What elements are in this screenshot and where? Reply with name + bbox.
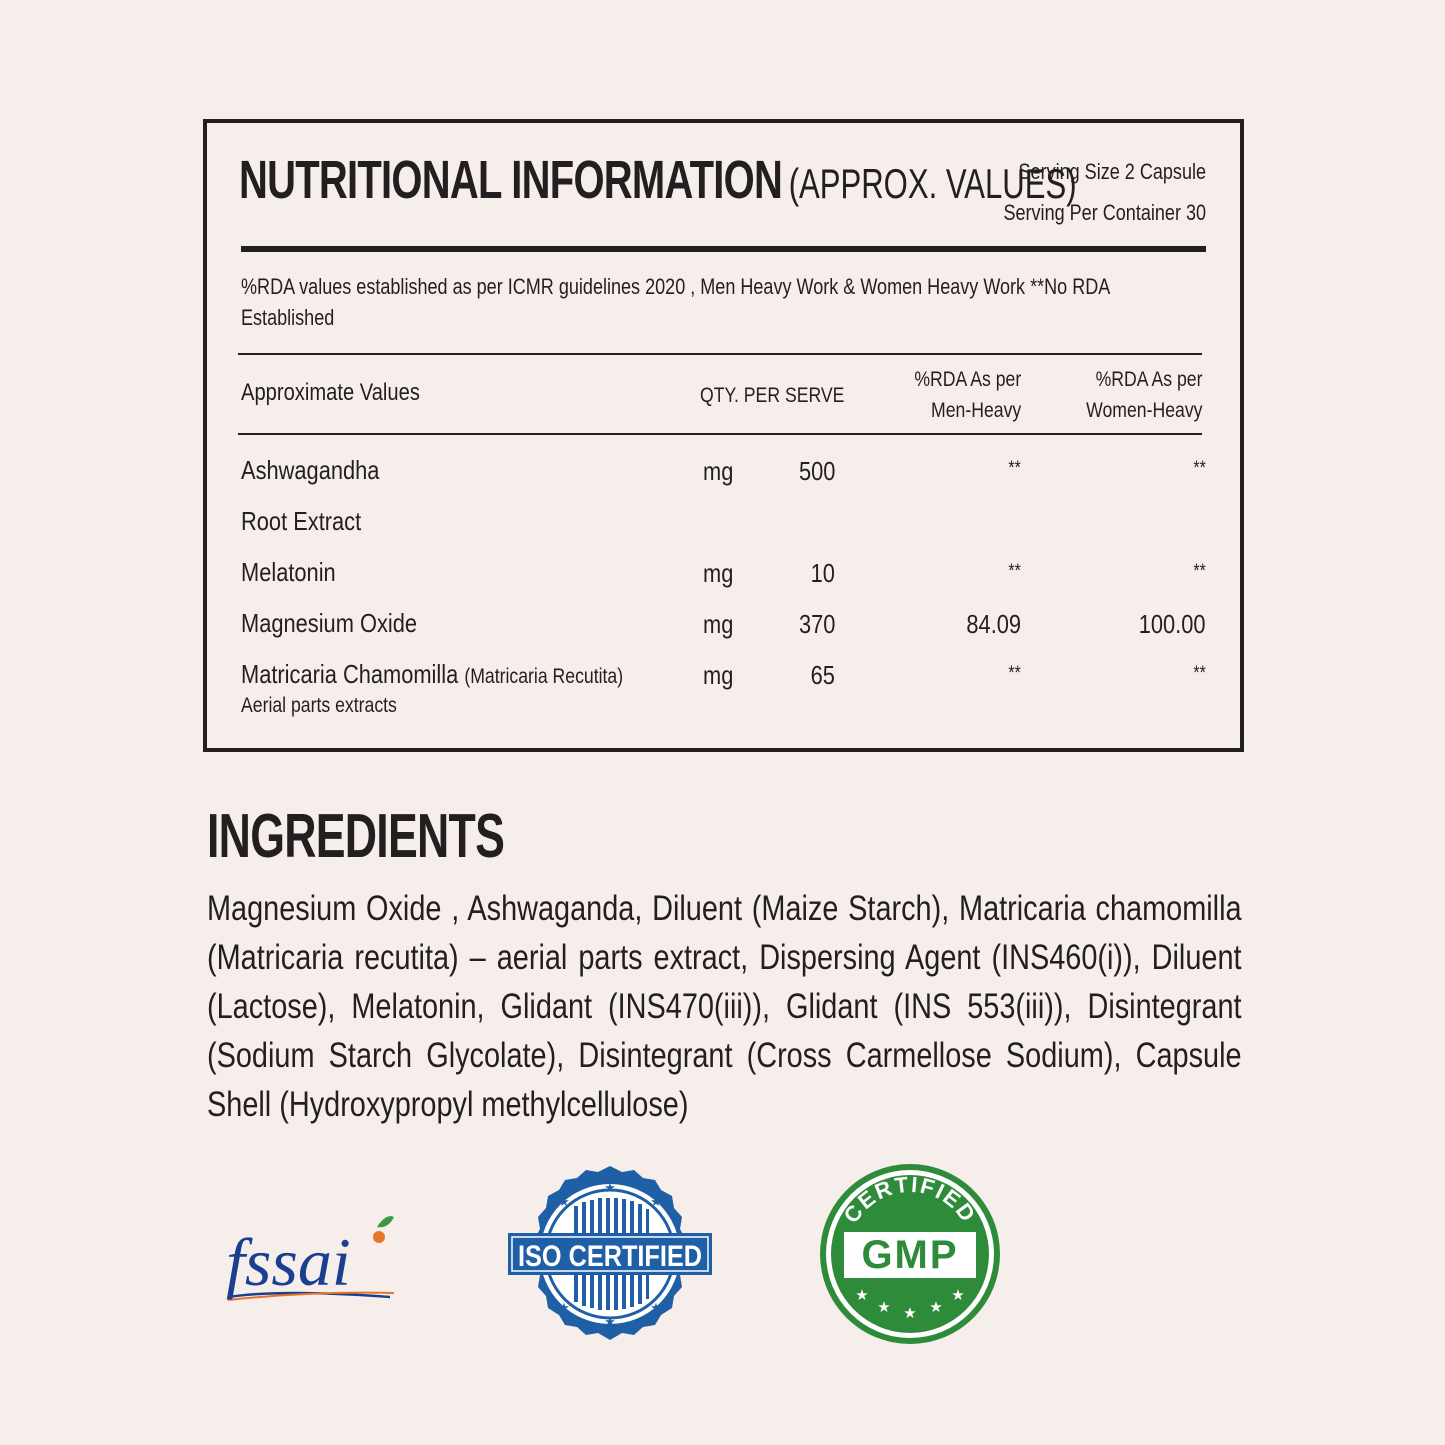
row-rda-women: ** <box>1193 561 1206 582</box>
row-name-sub: Aerial parts extracts <box>241 694 397 717</box>
row-qty: 65 <box>810 660 835 690</box>
svg-text:★: ★ <box>951 1286 965 1304</box>
header-qty: QTY. PER SERVE <box>700 384 845 407</box>
row-rda-men: ** <box>1008 663 1021 684</box>
row-name <box>241 659 623 690</box>
nutrition-title-main: NUTRITIONAL INFORMATION <box>239 150 783 210</box>
title-divider <box>241 246 1206 252</box>
fssai-logo <box>222 1205 402 1305</box>
row-name: Melatonin <box>241 557 336 587</box>
row-unit: mg <box>703 558 734 588</box>
iso-seal-text: ISO CERTIFIED <box>518 1240 702 1273</box>
fssai-leaf-icon <box>377 1216 394 1227</box>
svg-text:★: ★ <box>903 1304 917 1322</box>
serving-info <box>1003 151 1206 233</box>
row-rda-women: 100.00 <box>1139 609 1206 639</box>
iso-certified-seal <box>508 1163 712 1345</box>
serving-per-container: Serving Per Container 30 <box>1003 200 1206 225</box>
row-unit: mg <box>703 660 734 690</box>
row-name: Magnesium Oxide <box>241 608 418 638</box>
ingredients-text: Magnesium Oxide , Ashwaganda, Diluent (Maize Starch), Matricaria chamomilla (Matricaria recutita) – aerial parts extract, Dispersing Agent (INS460(i)), Diluent (Lactose), Melatonin, Glidant (INS470(iii)), Glidant (INS 553(iii)), Disintegrant (Sodium Starch Glycolate), Disintegrant (Cross Carmellose Sodium), Capsule Shell (Hydroxypropyl methylcellulose) <box>207 889 1242 1124</box>
header-rda-women-line2: Women-Heavy <box>1085 399 1202 422</box>
svg-text:★: ★ <box>855 1286 869 1304</box>
header-rda-women-line1: %RDA As per <box>1095 368 1202 391</box>
row-rda-men: 84.09 <box>966 609 1021 639</box>
row-qty: 500 <box>798 456 835 486</box>
svg-text:★: ★ <box>558 1301 570 1316</box>
header-bottom-divider <box>238 433 1202 435</box>
rda-note: %RDA values established as per ICMR guidelines 2020 , Men Heavy Work & Women Heavy Work **No RDA Established <box>241 274 1110 330</box>
header-rda-women <box>1086 364 1202 426</box>
svg-text:★: ★ <box>604 1181 616 1196</box>
nutrition-title <box>239 150 1077 210</box>
gmp-seal-arc-text: CERTIFIED <box>838 1171 982 1228</box>
header-approx-values: Approximate Values <box>241 379 420 406</box>
row-rda-men: ** <box>1008 458 1021 479</box>
svg-text:★: ★ <box>650 1301 662 1316</box>
row-qty: 370 <box>798 609 835 639</box>
fssai-dot-icon <box>373 1231 385 1243</box>
ingredients-title: INGREDIENTS <box>207 802 505 871</box>
row-rda-men: ** <box>1008 561 1021 582</box>
row-qty: 10 <box>810 558 835 588</box>
fssai-wordmark: fssai <box>226 1224 351 1300</box>
nutrition-panel <box>203 119 1244 752</box>
serving-size: Serving Size 2 Capsule <box>1018 159 1206 184</box>
row-rda-women: ** <box>1193 458 1206 479</box>
header-rda-men-line1: %RDA As per <box>914 368 1021 391</box>
gmp-certified-seal <box>818 1162 1002 1346</box>
row-name-paren: (Matricaria Recutita) <box>464 665 624 688</box>
svg-text:★: ★ <box>929 1298 943 1316</box>
gmp-seal-main-text: GMP <box>861 1233 959 1277</box>
row-unit: mg <box>703 456 734 486</box>
header-top-divider <box>238 353 1202 355</box>
svg-text:★: ★ <box>558 1195 570 1210</box>
svg-text:★: ★ <box>604 1315 616 1330</box>
row-name: Ashwagandha <box>241 455 380 485</box>
nutrition-title-sub: (APPROX. VALUES) <box>788 160 1077 207</box>
row-name-main: Matricaria Chamomilla <box>241 659 459 689</box>
header-rda-men-line2: Men-Heavy <box>930 399 1021 422</box>
row-name: Root Extract <box>241 506 362 536</box>
header-rda-men <box>914 364 1021 426</box>
svg-text:★: ★ <box>877 1298 891 1316</box>
row-rda-women: ** <box>1193 663 1206 684</box>
row-unit: mg <box>703 609 734 639</box>
svg-text:★: ★ <box>650 1195 662 1210</box>
